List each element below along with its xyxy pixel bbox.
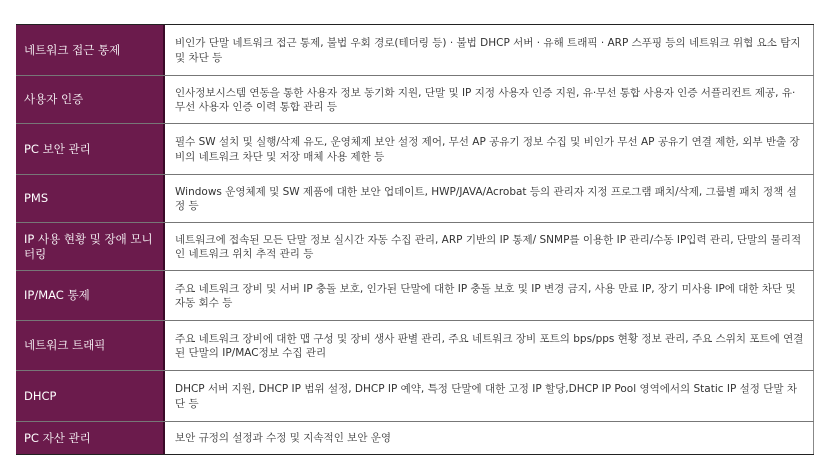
table-row: [16, 175, 814, 223]
table-row: [16, 124, 814, 175]
row-description: 네트워크에 접속된 모든 단말 정보 실시간 자동 수집 관리, ARP 기반의 IP 통제/ SNMP를 이용한 IP 관리/수동 IP입력 관리, 단말의 물리적인 네트워크 위치 추적 관리 등: [165, 223, 814, 270]
row-description: 인사정보시스템 연동을 통한 사용자 정보 동기화 지원, 단말 및 IP 지정 사용자 인증 지원, 유·무선 통합 사용자 인증 서플리컨트 제공, 유·무선 사용자 인증 이력 통합 관리 등: [165, 76, 814, 123]
table-row: [16, 422, 814, 454]
row-label: DHCP: [16, 371, 165, 421]
table-row: [16, 25, 814, 76]
table-row: [16, 223, 814, 271]
row-label: 네트워크 트래픽: [16, 321, 165, 370]
table-row: [16, 271, 814, 321]
table-row: [16, 371, 814, 422]
row-label: 네트워크 접근 통제: [16, 25, 165, 75]
row-label: PC 보안 관리: [16, 124, 165, 174]
row-label: PC 자산 관리: [16, 422, 165, 454]
row-description: 주요 네트워크 장비에 대한 맵 구성 및 장비 생사 판별 관리, 주요 네트워크 장비 포트의 bps/pps 현황 정보 관리, 주요 스위치 포트에 연결된 단말의 IP/MAC정보 수집 관리: [165, 321, 814, 370]
row-label: PMS: [16, 175, 165, 222]
feature-table: [16, 24, 814, 455]
row-description: 주요 네트워크 장비 및 서버 IP 충돌 보호, 인가된 단말에 대한 IP 충돌 보호 및 IP 변경 금지, 사용 만료 IP, 장기 미사용 IP에 대한 차단 및 자동 회수 등: [165, 271, 814, 320]
row-label: 사용자 인증: [16, 76, 165, 123]
table-row: [16, 321, 814, 371]
row-description: DHCP 서버 지원, DHCP IP 범위 설정, DHCP IP 예약, 특정 단말에 대한 고정 IP 할당,DHCP IP Pool 영역에서의 Static IP 설정 단말 차단 등: [165, 371, 814, 421]
row-description: 비인가 단말 네트워크 접근 통제, 불법 우회 경로(테더링 등) · 불법 DHCP 서버 · 유해 트래픽 · ARP 스푸핑 등의 네트워크 위협 요소 탐지 및 차단 등: [165, 25, 814, 75]
row-description: 필수 SW 설치 및 실행/삭제 유도, 운영체제 보안 설정 제어, 무선 AP 공유기 정보 수집 및 비인가 무선 AP 공유기 연결 제한, 외부 반출 장비의 네트워크 차단 및 저장 매체 사용 제한 등: [165, 124, 814, 174]
row-description: 보안 규정의 설정과 수정 및 지속적인 보안 운영: [165, 422, 814, 454]
table-row: [16, 76, 814, 124]
row-label: IP/MAC 통제: [16, 271, 165, 320]
row-description: Windows 운영체제 및 SW 제품에 대한 보안 업데이트, HWP/JAVA/Acrobat 등의 관리자 지정 프로그램 패치/삭제, 그룹별 패치 정책 설정 등: [165, 175, 814, 222]
row-label: IP 사용 현황 및 장애 모니터링: [16, 223, 165, 270]
